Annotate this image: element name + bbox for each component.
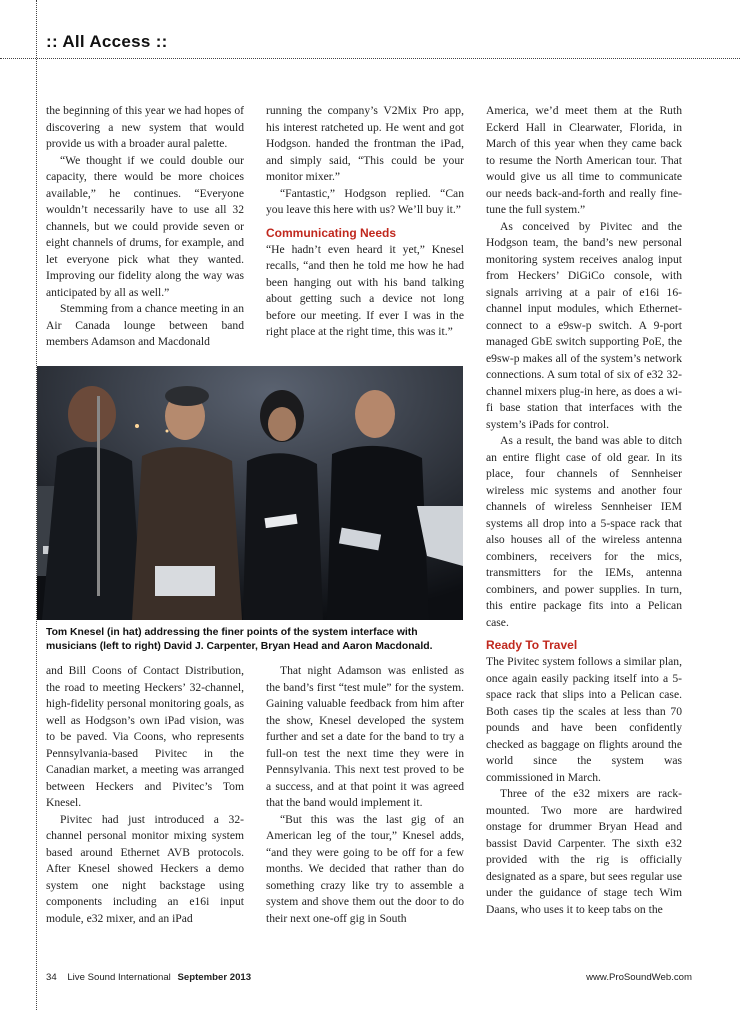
subheading-communicating-needs: Communicating Needs (266, 225, 397, 240)
paragraph: “We thought if we could double our capacity, there would be more choices available,” he continues. “Everyone wouldn’t necessarily have to use all 32 channels, but we could provide seven or eight channels of drums, for example, and let everyone pick what they wanted. Improving our fidelity along the way was anticipated by all as well.” (46, 153, 244, 299)
publication-name: Live Sound International (67, 972, 171, 983)
paragraph: As conceived by Pivitec and the Hodgson team, the band’s new personal monitoring system receives analog input from Heckers’ DiGiCo console, with signals arriving at a pair of e16i 16-channel input modules, which Ethernet-connect to a e9sw-p switch. A 9-port managed GbE switch supporting PoE, the e9sw-p makes all of the system’s network connections. A sum total of six of e32 32-channel mixers plug-in here, as does a wi-fi base station that interfaces with the system’s iPads for control. (486, 219, 682, 431)
photo-caption: Tom Knesel (in hat) addressing the finer points of the system interface with musicians (left to right) David J. Carpenter, Bryan Head and Aaron Macdonald. (46, 627, 433, 652)
column-2-top (266, 103, 464, 365)
paragraph: That night Adamson was enlisted as the band’s first “test mule” for the system. Gaining valuable feedback from him after the show, Knesel developed the system further and set a date for the band to try a full-on test the next time they were in Pennsylvania. This next test proved to be a success, and at that point it was agreed that the band would implement it. (266, 664, 464, 809)
paragraph: the beginning of this year we had hopes of discovering a new system that would provide us with a broader aural palette. (46, 104, 244, 150)
paragraph: America, we’d meet them at the Ruth Eckerd Hall in Clearwater, Florida, in March of this year when they came back to resume the North American tour. That would give us all time to communicate our needs back-and-forth and really fine-tune the full system.” (486, 104, 682, 216)
paragraph: The Pivitec system follows a similar plan, once again easily packing itself into a 5-space rack that slips into a Pelican case. Both cases tip the scales at less than 70 pounds and have been confidently checked as baggage on flights around the world since the system was commissioned in March. (486, 655, 682, 784)
top-dotted-rule (0, 58, 740, 59)
section-title: :: All Access :: (46, 32, 168, 51)
page-number: 34 (46, 972, 57, 983)
paragraph: Three of the e32 mixers are rack-mounted. Two more are hardwired onstage for drummer Bryan Head and bassist David Carpenter. The sixth e32 provided with the rig is officially designated as a spare, but sees regular use under the guidance of stage tech Wim Daans, who uses it to keep tabs on the (486, 787, 682, 916)
footer-website: www.ProSoundWeb.com (586, 972, 692, 983)
issue-date: September 2013 (177, 972, 252, 983)
paragraph: “He hadn’t even heard it yet,” Knesel recalls, “and then he told me how he had been hanging out with his band talking about getting such a device not long before our meeting. If ever I was in the right place at the right time, this was it.” (266, 242, 464, 338)
column-1-top (46, 103, 244, 365)
band-photo (37, 366, 463, 620)
paragraph: running the company’s V2Mix Pro app, his interest ratcheted up. He went and got Hodgson. handed the frontman the iPad, and simply said, “This could be your monitor mixer.” (266, 104, 464, 183)
paragraph: Stemming from a chance meeting in an Air Canada lounge between band members Adamson and Macdonald (46, 302, 244, 348)
paragraph: Pivitec had just introduced a 32-channel personal monitor mixing system based around Ethernet AVB protocols. After Knesel showed Heckers a demo system one night backstage using components including an e16i input module, e32 mixer, and an iPad (46, 812, 244, 925)
subheading-ready-to-travel: Ready To Travel (486, 638, 578, 652)
column-3 (486, 103, 682, 943)
paragraph: and Bill Coons of Contact Distribution, the road to meeting Heckers’ 32-channel, high-fidelity personal monitoring goals, as well as Hodgson’s own iPad vision, was to be paved. Via Coons, who represents Pennsylvania-based Pivitec in the Canadian market, a meeting was arranged between Heckers and Pivitec’s Tom Knesel. (46, 664, 244, 809)
band-photo-illustration (37, 366, 463, 620)
column-1-bottom (46, 663, 244, 943)
footer-left (46, 972, 251, 983)
paragraph: “Fantastic,” Hodgson replied. “Can you leave this here with us? We’ll buy it.” (266, 186, 464, 216)
column-2-bottom (266, 663, 464, 943)
paragraph: “But this was the last gig of an American leg of the tour,” Knesel adds, “and they were going to be off for a few months. We decided that rather than do something crazy like try to assemble a system and shove them out the door to do their next one-off gig in South (266, 812, 464, 925)
paragraph: As a result, the band was able to ditch an entire flight case of old gear. In its place, four channels of Sennheiser wireless mic systems and another four channels of wireless Sennheiser IEM systems all drop into a 5-space rack that also houses all of the wireless antenna combiners, receivers for the mics, transmitters for the IEMs, antenna combiners, and power supplies. In turn, this entire package fits into a Pelican case. (486, 434, 682, 629)
